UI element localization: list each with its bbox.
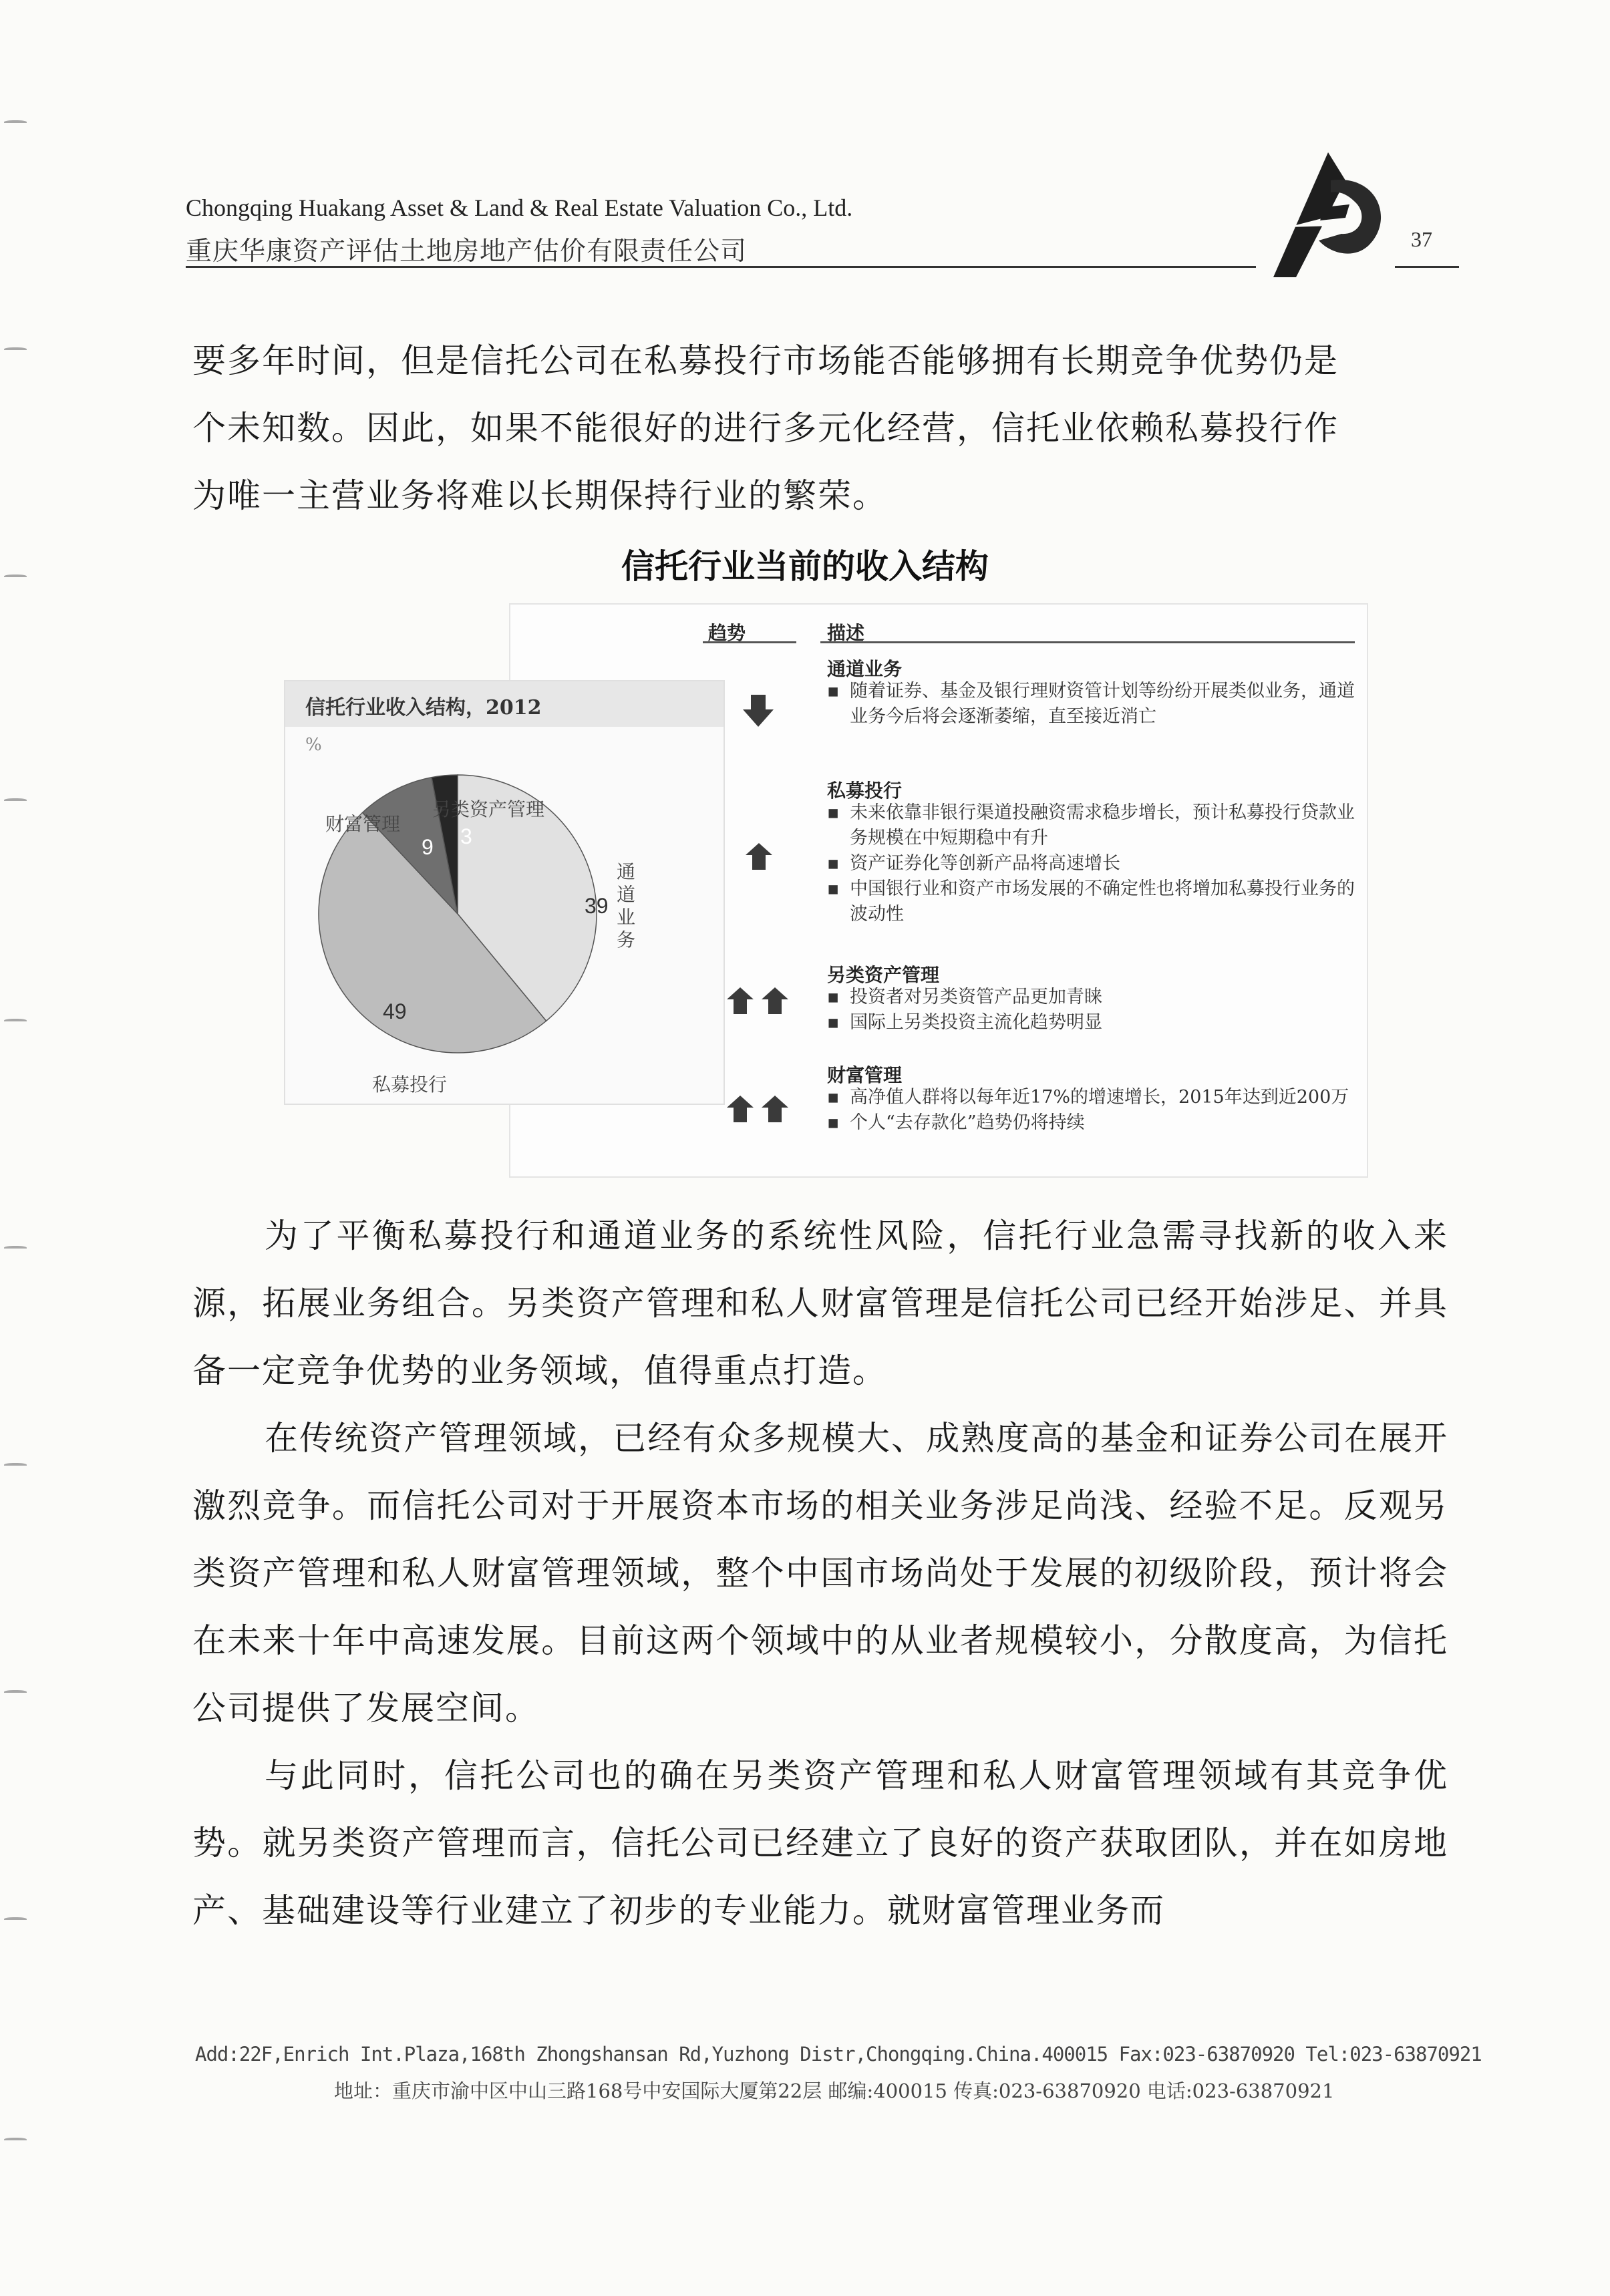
bullet-item: ▪ 资产证券化等创新产品将高速增长	[827, 851, 1361, 876]
bullet-item: ▪ 中国银行业和资产市场发展的不确定性也将增加私募投行业务的波动性	[827, 876, 1361, 927]
arrow-up-icon	[762, 987, 788, 1014]
bullet-item: ▪ 未来依靠非银行渠道投融资需求稳步增长，预计私募投行贷款业务规模在中短期稳中有升	[827, 800, 1361, 851]
text-line: 个未知数。因此，如果不能很好的进行多元化经营，信托业依赖私募投行作	[192, 409, 1339, 448]
section-bullets	[827, 679, 1361, 729]
pie-panel-title: 信托行业收入结构，2012	[305, 696, 542, 719]
pie-unit: %	[305, 735, 322, 755]
page-number: 37	[1411, 227, 1432, 251]
footer-address-en: Add:22F,Enrich Int.Plaza,168th Zhongshansan Rd,Yuzhong Distr,Chongqing.China.400015 Fax:023-63870920 Tel:023-63870921	[195, 2043, 1482, 2066]
scan-mark	[4, 1019, 27, 1023]
text-line: 为唯一主营业务将难以长期保持行业的繁荣。	[192, 476, 887, 515]
section-bullets	[827, 1085, 1361, 1136]
company-logo-icon	[1261, 140, 1395, 281]
slice-value-simu: 49	[383, 999, 407, 1023]
bullet-item: ▪ 个人“去存款化”趋势仍将持续	[827, 1110, 1361, 1136]
scan-mark	[4, 347, 27, 352]
paragraph: 在传统资产管理领域，已经有众多规模大、成熟度高的基金和证券公司在展开激烈竞争。而信托公司对于开展资本市场的相关业务涉足尚浅、经验不足。反观另类资产管理和私人财富管理领域，整个中国市场尚处于发展的初级阶段，预计将会在未来十年中高速发展。目前这两个领域中的从业者规模较小，分散度高，为信托公司提供了发展空间。	[192, 1419, 1448, 1728]
section-title: 财富管理	[827, 1064, 903, 1086]
section-bullets	[827, 800, 1361, 927]
section-title: 私募投行	[827, 780, 903, 802]
pie-panel	[284, 680, 725, 1105]
slice-label-caifu: 财富管理	[325, 813, 401, 835]
scan-mark	[4, 1246, 27, 1251]
intro-text	[192, 327, 1448, 530]
bullet-item: ▪ 高净值人群将以每年近17%的增速增长，2015年达到近200万	[827, 1085, 1361, 1110]
section-title: 通道业务	[827, 658, 903, 680]
arrow-up-icon	[762, 1096, 788, 1122]
scan-mark	[4, 1917, 27, 1922]
section-title: 另类资产管理	[827, 964, 940, 986]
arrow-up-icon	[727, 987, 754, 1014]
pie-chart	[285, 681, 723, 1104]
section-bullets	[827, 985, 1361, 1035]
company-name-cn: 重庆华康资产评估土地房地产估价有限责任公司	[186, 236, 748, 267]
company-name-en: Chongqing Huakang Asset & Land & Real Estate Valuation Co., Ltd.	[186, 194, 853, 221]
bullet-item: ▪ 随着证券、基金及银行理财资管计划等纷纷开展类似业务，通道业务今后将会逐渐萎缩，直至接近消亡	[827, 679, 1361, 729]
text-line: 要多年时间，但是信托公司在私募投行市场能否能够拥有长期竞争优势仍是	[192, 341, 1339, 380]
slice-value-caifu: 9	[422, 835, 434, 859]
bullet-item: ▪ 国际上另类投资主流化趋势明显	[827, 1010, 1361, 1035]
column-header-trend: 趋势	[708, 622, 746, 644]
header-rule	[1395, 266, 1459, 268]
slice-value-tongdao: 39	[585, 894, 609, 918]
scan-mark	[4, 1463, 27, 1468]
slice-label-linglei: 另类资产管理	[432, 798, 545, 820]
arrow-up-icon	[727, 1096, 754, 1122]
paragraph: 与此同时，信托公司也的确在另类资产管理和私人财富管理领域有其竞争优势。就另类资产管理而言，信托公司已经建立了良好的资产获取团队，并在如房地产、基础建设等行业建立了初步的专业能力。就财富管理业务而	[192, 1756, 1448, 1930]
header-rule	[820, 641, 1355, 643]
header-rule	[703, 641, 796, 643]
scan-mark	[4, 798, 27, 803]
scan-mark	[4, 1690, 27, 1695]
scan-mark	[4, 120, 27, 125]
body-paragraphs	[192, 1202, 1448, 1945]
slice-label-simu: 私募投行	[372, 1074, 448, 1096]
footer-address-cn: 地址：重庆市渝中区中山三路168号中安国际大厦第22层 邮编:400015 传真:023-63870920 电话:023-63870921	[334, 2080, 1335, 2102]
slice-value-linglei: 3	[460, 824, 472, 848]
slice-label-tongdao: 通道业务	[614, 862, 636, 953]
paragraph: 为了平衡私募投行和通道业务的系统性风险，信托行业急需寻找新的收入来源，拓展业务组合。另类资产管理和私人财富管理是信托公司已经开始涉足、并具备一定竞争优势的业务领域，值得重点打造。	[192, 1216, 1448, 1390]
column-header-desc: 描述	[827, 622, 865, 644]
arrow-down-icon	[743, 695, 774, 727]
scan-mark	[4, 2138, 27, 2142]
header-rule	[186, 266, 1256, 268]
figure-title: 信托行业当前的收入结构	[621, 546, 989, 586]
bullet-item: ▪ 投资者对另类资管产品更加青睐	[827, 985, 1361, 1010]
arrow-up-icon	[746, 843, 772, 870]
